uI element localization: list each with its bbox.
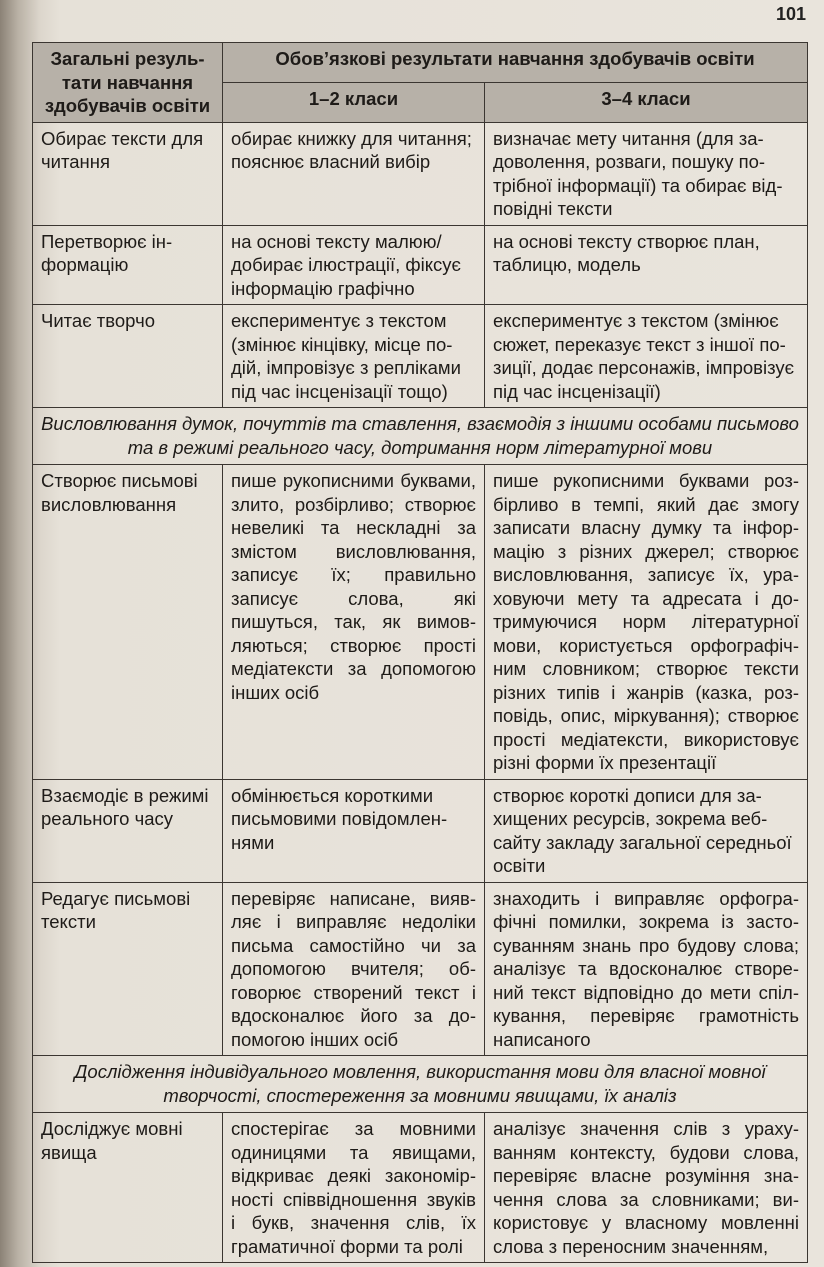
- grade34-cell: аналізує значення слів з урахуванням контексту, будови слова, перевіряє власне розуміння значення слова за словниками; використовує у власному мовленні слова з переносним значенням,: [485, 1113, 808, 1263]
- header-grades-1-2: 1–2 класи: [223, 82, 485, 122]
- general-outcome-cell: Взаємодіє в режимі реального часу: [33, 779, 223, 882]
- learning-outcomes-table: [32, 42, 808, 1263]
- table-row: [33, 882, 808, 1056]
- grade12-cell: обмінюється короткими письмовими повідомленнями: [223, 779, 485, 882]
- table-row: [33, 122, 808, 225]
- general-outcome-cell: Досліджує мовні явища: [33, 1113, 223, 1263]
- grade34-cell: створює короткі дописи для захищених ресурсів, зокрема вебсайту закладу загальної середньої освіти: [485, 779, 808, 882]
- grade12-cell: пише рукописними буквами, злито, розбірливо; створює невеликі та нескладні за змістом висловлювання, записує їх; правильно записує слова, які пишуться, так, як вимовляються; створює прості медіатексти за допомогою інших осіб: [223, 465, 485, 780]
- grade34-cell: пише рукописними буквами розбірливо в темпі, який дає змогу записати власну думку та інформацію з різних джерел; створює висловлювання, записує їх, ураховуючи мету та адресата і дотримуючися норм літературної мови, користується орфографічним словником; створює тексти різних типів і жанрів (казка, розповідь, опис, міркування); створює прості медіатексти, використовує різні форми їх презентації: [485, 465, 808, 780]
- general-outcome-cell: Створює письмові висловлювання: [33, 465, 223, 780]
- table-row: [33, 305, 808, 408]
- grade12-cell: експериментує з текстом (змінює кінцівку, місце подій, імпровізує з репліками під час інсценізації тощо): [223, 305, 485, 408]
- grade12-cell: перевіряє написане, виявляє і виправляє недоліки письма самостійно чи за допомогою вчителя; обговорює створений текст і вдосконалює його за допомогою інших осіб: [223, 882, 485, 1056]
- table-row: [33, 465, 808, 780]
- grade34-cell: знаходить і виправляє орфографічні помилки, зокрема із застосуванням знань про будову слова; аналізує та вдосконалює створений текст відповідно до мети спілкування, перевіряє грамотність написаного: [485, 882, 808, 1056]
- section-heading-row: [33, 1056, 808, 1113]
- header-grades-3-4: 3–4 класи: [485, 82, 808, 122]
- general-outcome-cell: Читає творчо: [33, 305, 223, 408]
- header-mandatory-outcomes: Обов’язкові результати навчання здобувачів освіти: [223, 43, 808, 83]
- table-row: [33, 225, 808, 305]
- general-outcome-cell: Обирає тексти для читання: [33, 122, 223, 225]
- grade34-cell: на основі тексту створює план, таблицю, модель: [485, 225, 808, 305]
- grade34-cell: визначає мету читання (для задоволення, розваги, пошуку потрібної інформації) та обирає відповідні тексти: [485, 122, 808, 225]
- page-number: 101: [775, 4, 806, 24]
- general-outcome-cell: Перетворює інформацію: [33, 225, 223, 305]
- grade34-cell: експериментує з текстом (змінює сюжет, переказує текст з іншої позиції, додає персонажів, імпровізує під час інсценізації): [485, 305, 808, 408]
- table-row: [33, 779, 808, 882]
- section-heading: Висловлювання думок, почуттів та ставлення, взаємодія з іншими особами письмово та в режимі реального часу, дотримання норм літературної мови: [33, 408, 808, 465]
- grade12-cell: на основі тексту малюю/ добирає ілюстрації, фіксує інформацію графічно: [223, 225, 485, 305]
- grade12-cell: обирає книжку для читання; пояснює власний вибір: [223, 122, 485, 225]
- header-general-outcomes: Загальні результати навчання здобувачів освіти: [33, 43, 223, 123]
- general-outcome-cell: Редагує письмові тексти: [33, 882, 223, 1056]
- table-row: [33, 1113, 808, 1263]
- section-heading: Дослідження індивідуального мовлення, використання мови для власної мовної творчості, спостереження за мовними явищами, їх аналіз: [33, 1056, 808, 1113]
- grade12-cell: спостерігає за мовними одиницями та явищами, відкриває деякі закономірності співвідношення звуків і букв, значення слів, їх граматичної форми та ролі: [223, 1113, 485, 1263]
- section-heading-row: [33, 408, 808, 465]
